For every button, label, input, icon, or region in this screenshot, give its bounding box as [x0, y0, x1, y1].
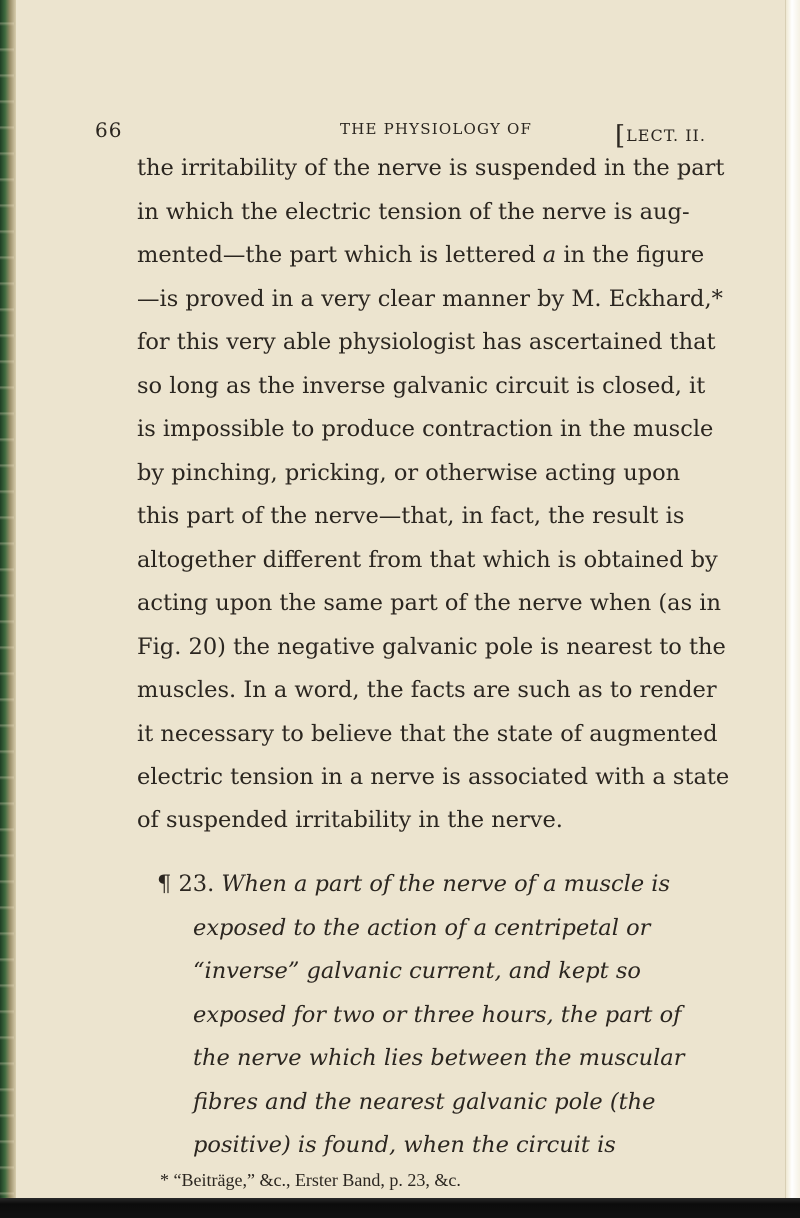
body-line-a: mented—the part which is lettered — [137, 242, 543, 268]
running-title: THE PHYSIOLOGY OF — [340, 120, 533, 138]
body-line: is impossible to produce contraction in the muscle — [137, 416, 714, 442]
body-line-italic-letter: a — [542, 242, 557, 268]
section-mark: ¶ 23. — [157, 871, 215, 897]
lecture-label-text: LECT. II. — [626, 126, 706, 145]
lecture-label: [LECT. II. — [615, 121, 706, 151]
page-number: 66 — [95, 118, 123, 142]
body-line-b: in the figure — [556, 242, 705, 268]
body-line: so long as the inverse galvanic circuit is closed, it — [137, 373, 706, 399]
body-line: it necessary to believe that the state of augmented — [137, 721, 718, 747]
page-right-edge — [785, 0, 800, 1218]
section-line: When a part of the nerve of a muscle is — [221, 871, 671, 897]
section-line: “inverse” galvanic current, and kept so — [193, 958, 641, 984]
section-line: fibres and the nearest galvanic pole (the — [193, 1089, 656, 1115]
running-header — [95, 106, 715, 151]
body-line: in which the electric tension of the nerve is aug- — [137, 199, 690, 225]
body-line: —is proved in a very clear manner by M. Eckhard,* — [137, 286, 723, 312]
section-line: positive) is found, when the circuit is — [193, 1132, 616, 1158]
section-line: exposed for two or three hours, the part of — [193, 1002, 682, 1028]
section-line: the nerve which lies between the muscular — [193, 1045, 685, 1071]
section-first-line — [157, 869, 732, 899]
body-line: electric tension in a nerve is associated with a state — [137, 764, 730, 790]
footnote: * “Beiträge,” &c., Erster Band, p. 23, &c. — [160, 1170, 461, 1190]
body-line: acting upon the same part of the nerve when (as in — [137, 590, 721, 616]
body-line: by pinching, pricking, or otherwise acting upon — [137, 460, 681, 486]
body-line: this part of the nerve—that, in fact, the result is — [137, 503, 685, 529]
body-line: for this very able physiologist has ascertained that — [137, 329, 716, 355]
binding-stripes — [0, 0, 14, 1218]
body-line: the irritability of the nerve is suspended in the part — [137, 155, 725, 181]
body-line: of suspended irritability in the nerve. — [137, 807, 563, 833]
body-line: Fig. 20) the negative galvanic pole is nearest to the — [137, 634, 726, 660]
body-line: muscles. In a word, the facts are such as to render — [137, 677, 717, 703]
page-bottom-edge — [0, 1198, 800, 1218]
body-line: altogether different from that which is obtained by — [137, 547, 718, 573]
body-line — [137, 240, 712, 270]
section-line: exposed to the action of a centripetal or — [193, 915, 651, 941]
